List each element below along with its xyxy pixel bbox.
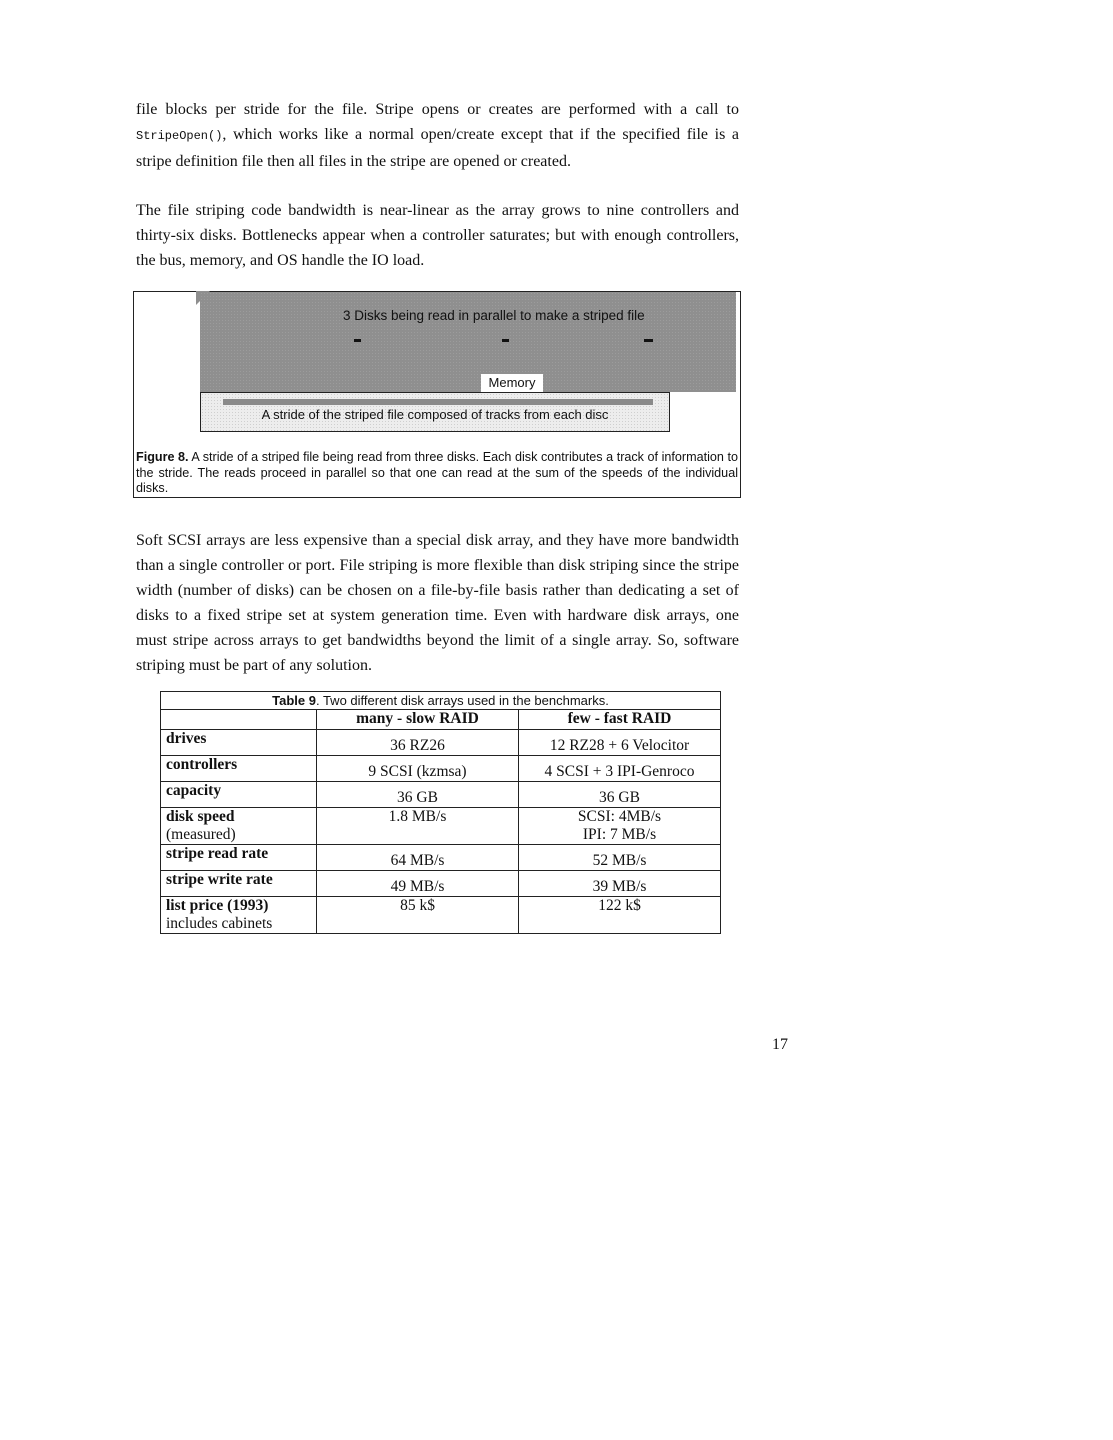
- cell-value: 39 MB/s: [519, 871, 721, 897]
- table-header-blank: [161, 710, 317, 730]
- row-label-text: list price (1993): [166, 897, 269, 914]
- row-label-sub: (measured): [166, 826, 236, 843]
- row-label: [161, 871, 317, 897]
- row-label-text: controllers: [166, 756, 238, 773]
- cell-value: 85 k$: [317, 897, 519, 934]
- table-row: [161, 845, 721, 871]
- figure-8: [133, 291, 741, 498]
- table-caption-row: [161, 692, 721, 710]
- table-row: [161, 871, 721, 897]
- cell-value: 12 RZ28 + 6 Velocitor: [519, 730, 721, 756]
- paragraph-stripe-open: [136, 97, 739, 174]
- row-label: [161, 756, 317, 782]
- table-header-many-slow: many - slow RAID: [317, 710, 519, 730]
- table-header-row: [161, 710, 721, 730]
- cell-value: 36 GB: [519, 782, 721, 808]
- figure-caption-label: Figure 8.: [136, 450, 189, 464]
- cell-value: 9 SCSI (kzmsa): [317, 756, 519, 782]
- paragraph-soft-scsi: Soft SCSI arrays are less expensive than a special disk array, and they have more bandwidth than a single controller or port. File striping is more flexible than disk striping since the stripe width (number of disks) can be chosen on a file-by-file basis rather than dedicating a set of disks to a fixed stripe set at system generation time. Even with hardware disk arrays, one must stripe across arrays to get bandwidths beyond the limit of a single array. So, software striping must be part of any solution.: [136, 532, 739, 674]
- cell-value-line: SCSI: 4MB/s: [577, 808, 662, 825]
- cell-value: 52 MB/s: [519, 845, 721, 871]
- cell-value: 36 GB: [317, 782, 519, 808]
- page-number: 17: [772, 1036, 788, 1053]
- row-label-sub: includes cabinets: [166, 915, 273, 932]
- table-caption-label: Table 9: [272, 693, 316, 708]
- row-label-text: capacity: [166, 782, 222, 799]
- paragraph-text: , which works like a normal open/create except that if the specified file is a stripe definition file then all files in the stripe are opened or created.: [136, 126, 739, 170]
- table-row: [161, 897, 721, 934]
- row-label-text: disk speed: [166, 808, 235, 825]
- memory-label: Memory: [481, 374, 543, 392]
- cell-value: 4 SCSI + 3 IPI-Genroco: [519, 756, 721, 782]
- cell-value: 1.8 MB/s: [317, 808, 519, 845]
- row-label-text: stripe read rate: [166, 845, 269, 862]
- disk-track-3: [644, 339, 653, 342]
- table-9: [160, 691, 721, 934]
- figure-caption: [136, 450, 738, 497]
- disk-track-1: [354, 339, 361, 342]
- row-label: [161, 845, 317, 871]
- figure-heading: 3 Disks being read in parallel to make a striped file: [343, 308, 645, 323]
- table-row: [161, 730, 721, 756]
- row-label-text: drives: [166, 730, 207, 747]
- figure-caption-text: A stride of a striped file being read from three disks. Each disk contributes a track of information to the stride. The reads proceed in parallel so that one can read at the sum of the speeds of the individual disks.: [136, 450, 738, 495]
- paragraph-bandwidth: The file striping code bandwidth is near-linear as the array grows to nine controllers and thirty-six disks. Bottlenecks appear when a controller saturates; but with enough controllers, the bus, memory, and OS handle the IO load.: [136, 202, 739, 269]
- row-label: [161, 897, 317, 934]
- row-label-text: stripe write rate: [166, 871, 273, 888]
- cell-value: 49 MB/s: [317, 871, 519, 897]
- table-caption-text: . Two different disk arrays used in the benchmarks.: [315, 693, 609, 708]
- cell-value: [519, 808, 721, 845]
- table-header-few-fast: few - fast RAID: [519, 710, 721, 730]
- table-row: [161, 808, 721, 845]
- code-stripeopen: StripeOpen(): [136, 129, 223, 143]
- row-label: [161, 782, 317, 808]
- row-label: [161, 808, 317, 845]
- table-row: [161, 782, 721, 808]
- table-caption: [161, 692, 721, 710]
- paragraph-text: file blocks per stride for the file. Stripe opens or creates are performed with a call to: [136, 101, 739, 118]
- stride-bar: [223, 399, 653, 405]
- disk-track-2: [502, 339, 509, 342]
- stride-label: A stride of the striped file composed of tracks from each disc: [261, 407, 609, 422]
- row-label: [161, 730, 317, 756]
- cell-value: 64 MB/s: [317, 845, 519, 871]
- table-row: [161, 756, 721, 782]
- cell-value-line: IPI: 7 MB/s: [582, 826, 657, 843]
- cell-value: 36 RZ26: [317, 730, 519, 756]
- memory-box: [200, 392, 670, 432]
- cell-value: 122 k$: [519, 897, 721, 934]
- disk-panel: [200, 292, 736, 392]
